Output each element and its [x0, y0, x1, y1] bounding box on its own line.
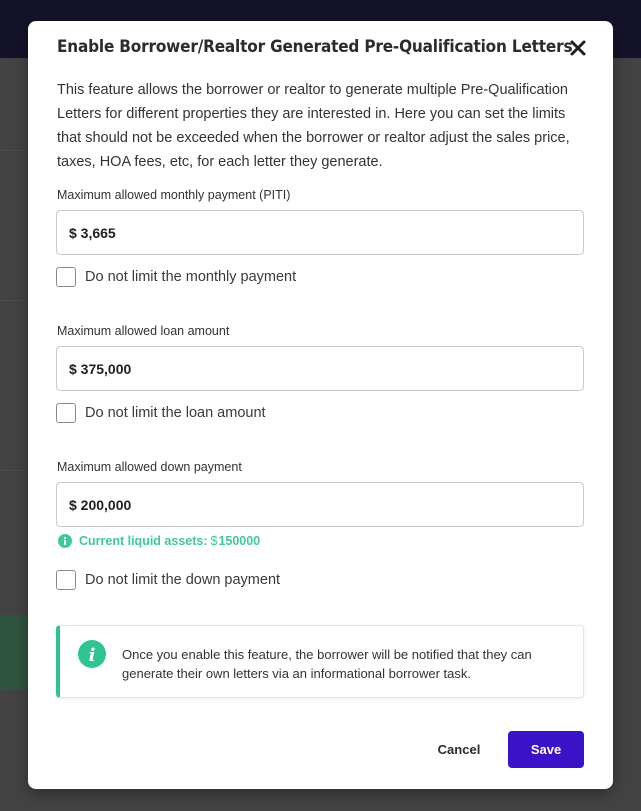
monthly-payment-input[interactable]: [56, 210, 584, 255]
notification-notice: [56, 625, 584, 698]
background-divider: [0, 470, 30, 471]
background-accent-panel: [0, 615, 30, 690]
no-limit-monthly-checkbox[interactable]: [56, 266, 296, 288]
checkbox-label: Do not limit the monthly payment: [85, 269, 297, 285]
monthly-payment-label: Maximum allowed monthly payment (PITI): [57, 188, 291, 202]
checkbox-box[interactable]: [56, 570, 76, 590]
info-icon: [58, 534, 72, 548]
checkbox-box[interactable]: [56, 267, 76, 287]
loan-amount-label: Maximum allowed loan amount: [57, 324, 230, 338]
notice-text: Once you enable this feature, the borrower will be notified that they can generate their own letters via an informational borrower task.: [122, 647, 532, 681]
background-divider: [0, 300, 30, 301]
info-icon: [78, 640, 106, 668]
checkbox-label: Do not limit the loan amount: [85, 405, 266, 421]
down-payment-input[interactable]: [56, 482, 584, 527]
liquid-assets-value: 150000: [218, 534, 261, 548]
modal-title: Enable Borrower/Realtor Generated Pre-Qualification Letters: [57, 37, 573, 57]
cancel-button[interactable]: Cancel: [424, 732, 494, 766]
close-button[interactable]: [567, 37, 589, 59]
background-divider: [0, 150, 30, 151]
no-limit-down-payment-checkbox[interactable]: [56, 569, 280, 591]
prequal-letters-modal: [28, 21, 613, 789]
checkbox-box[interactable]: [56, 403, 76, 423]
down-payment-label: Maximum allowed down payment: [57, 460, 242, 474]
liquid-assets-label: Current liquid assets:: [79, 534, 208, 548]
svg-text:i: i: [88, 645, 96, 666]
checkbox-label: Do not limit the down payment: [85, 572, 281, 588]
liquid-assets-currency: $: [210, 534, 218, 548]
close-icon: [567, 37, 589, 59]
no-limit-loan-checkbox[interactable]: [56, 402, 266, 424]
modal-description: This feature allows the borrower or realtor to generate multiple Pre-Qualification Letters for different properties they are interested in. Here you can set the limits that should not be exceeded when the borrower or realtor adjust the sales price, taxes, HOA fees, etc, for each letter they generate.: [57, 82, 570, 170]
loan-amount-input[interactable]: [56, 346, 584, 391]
liquid-assets-hint: [58, 534, 260, 548]
save-button[interactable]: Save: [508, 731, 584, 768]
